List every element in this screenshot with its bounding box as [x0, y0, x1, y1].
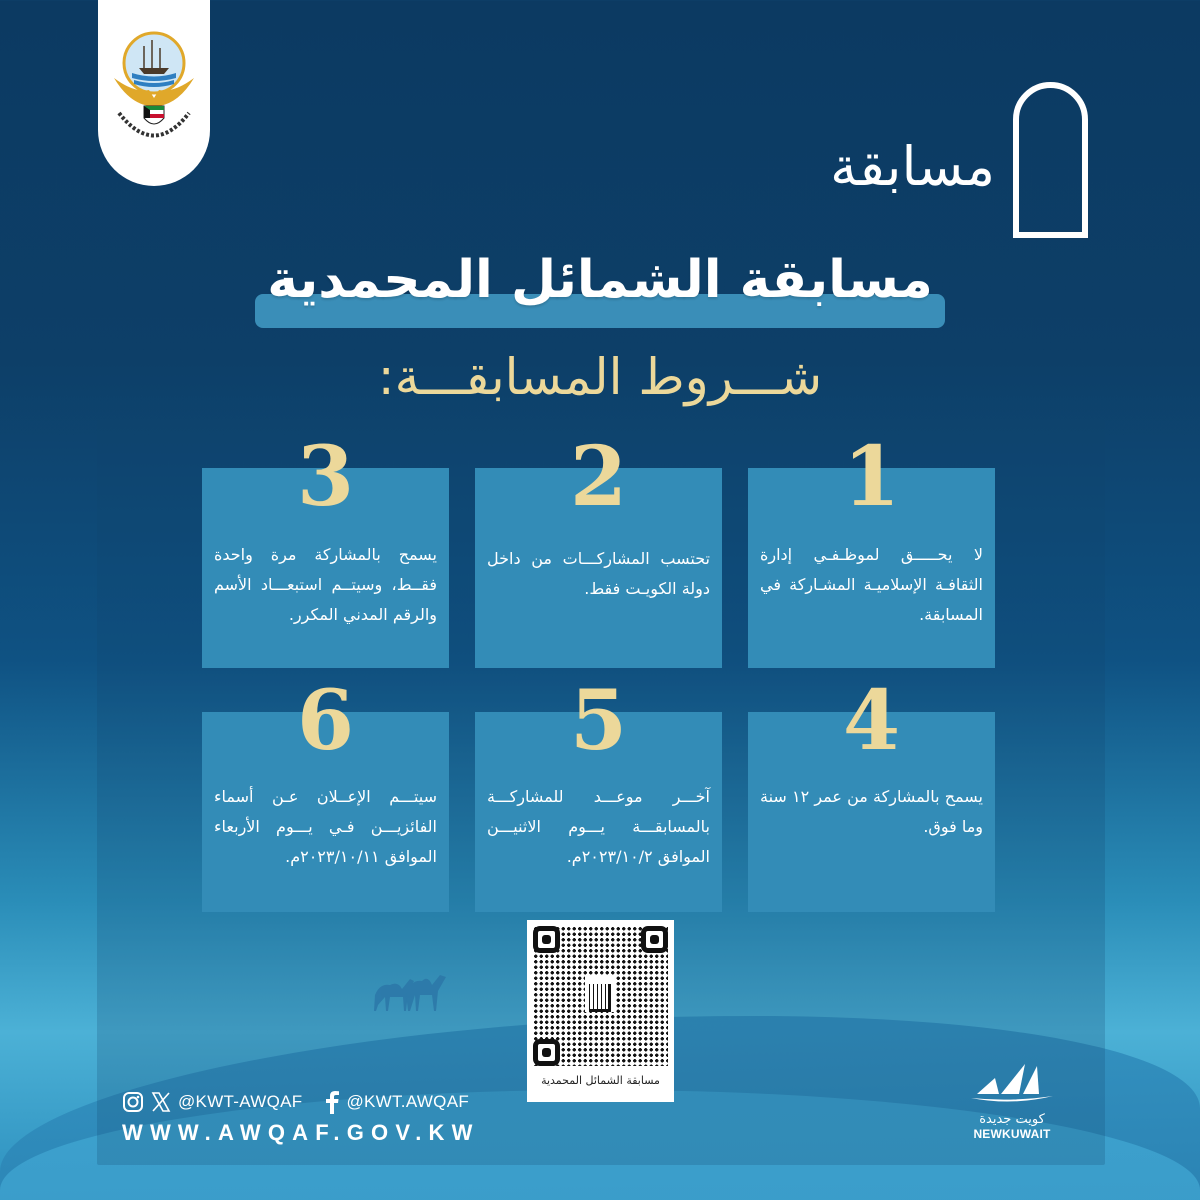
newkuwait-english: NEWKUWAIT [973, 1127, 1051, 1141]
qr-finder [641, 926, 668, 953]
kuwait-emblem-icon [104, 18, 204, 168]
qr-pattern [533, 926, 668, 1066]
qr-code[interactable] [527, 920, 674, 1102]
condition-number: 6 [296, 673, 355, 769]
facebook-handle-link[interactable]: @KWT.AWQAF [346, 1092, 470, 1111]
qr-finder [533, 1039, 560, 1066]
facebook-icon[interactable] [324, 1090, 340, 1114]
page-title: مسابقة الشمائل المحمدية [267, 250, 933, 310]
condition-number: 1 [842, 429, 901, 525]
condition-card-1 [748, 429, 995, 668]
condition-card-3 [202, 429, 449, 668]
condition-card-5 [475, 673, 722, 912]
condition-text: آخـــر موعـــد للمشاركـــة بالمسابقـــة يـــوم الاثنيـــن الموافق ٢٠٢٣/١٠/٢م. [487, 787, 710, 866]
condition-card-2 [475, 429, 722, 668]
camels-icon [370, 965, 450, 1015]
x-icon[interactable] [150, 1091, 172, 1113]
social-links [122, 1090, 491, 1114]
instagram-icon[interactable] [122, 1091, 144, 1113]
condition-number: 3 [296, 429, 355, 525]
condition-number: 5 [569, 673, 628, 769]
condition-text: لا يحـــــق لموظـفـي إدارة الثقافـة الإسلاميـة المشـاركة في المسابقة. [760, 545, 983, 624]
dhow-sails-icon [967, 1060, 1057, 1106]
condition-text: يسمح بالمشاركة مرة واحدة فقــط، وسيتــم استبعـــاد الأسم والرقم المدني المكرر. [214, 545, 437, 624]
qr-caption: مسابقة الشمائل المحمدية [541, 1074, 660, 1087]
arch-icon [1013, 82, 1088, 238]
newkuwait-logo [962, 1060, 1062, 1141]
ministry-logo [98, 0, 210, 186]
condition-card-4 [748, 673, 995, 912]
condition-text: تحتسب المشاركـــات من داخل دولة الكويـت فقط. [487, 549, 710, 598]
condition-text: يسمح بالمشاركة من عمر ١٢ سنة وما فوق. [760, 787, 984, 836]
newkuwait-arabic: كويت جديدة [979, 1112, 1045, 1127]
condition-card-6 [202, 673, 449, 912]
conditions-heading: شـــروط المسابقـــة: [377, 348, 823, 406]
condition-number: 4 [842, 673, 901, 769]
condition-text: سيتـــم الإعــلان عـن أسماء الفائزيـــن فـي يـــوم الأربعاء الموافق ٢٠٢٣/١٠/١١م. [214, 787, 437, 866]
condition-number: 2 [569, 429, 628, 525]
website-link[interactable]: WWW.AWQAF.GOV.KW [122, 1120, 480, 1145]
brand-word: مسابقة [830, 135, 995, 198]
qr-center-logo [585, 976, 615, 1012]
qr-finder [533, 926, 560, 953]
twitter-handle-link[interactable]: @KWT-AWQAF [178, 1092, 303, 1111]
